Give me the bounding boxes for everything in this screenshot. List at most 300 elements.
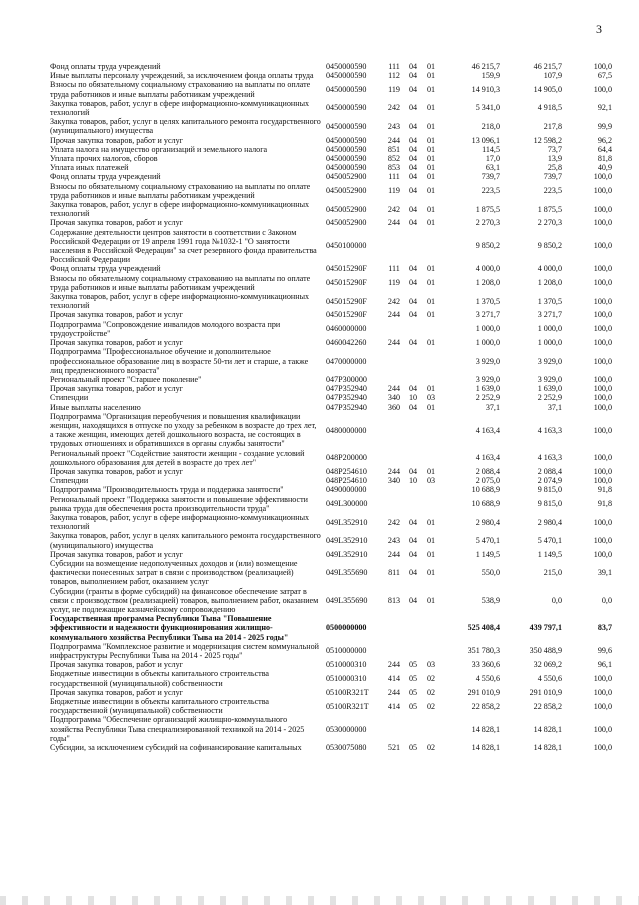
row-code: 047P352940 bbox=[326, 384, 367, 394]
row-subsection: 02 bbox=[426, 674, 436, 683]
row-executed: 4 550,6 bbox=[537, 674, 562, 683]
row-code: 0460042260 bbox=[326, 338, 367, 348]
table-row bbox=[48, 163, 614, 172]
row-subsection bbox=[422, 375, 440, 384]
row-expense-type: 111 bbox=[388, 264, 400, 274]
row-subsection: 03 bbox=[426, 476, 436, 486]
row-name: Уплата иных платежей bbox=[50, 163, 129, 173]
row-expense-type: 244 bbox=[387, 549, 401, 559]
row-code: 0450052900 bbox=[326, 218, 367, 228]
row-section: 04 bbox=[408, 103, 418, 113]
row-expense-type: 242 bbox=[387, 517, 401, 527]
row-name: Стипендии bbox=[50, 393, 89, 403]
row-expense-type bbox=[384, 375, 404, 384]
row-name: Прочая закупка товаров, работ и услуг bbox=[50, 338, 183, 348]
row-executed: 14 905,0 bbox=[533, 85, 562, 94]
row-planned: 159,9 bbox=[481, 71, 500, 81]
row-executed: 2 980,4 bbox=[537, 517, 562, 527]
row-code: 0480000000 bbox=[326, 425, 367, 435]
row-percent: 100,0 bbox=[593, 549, 612, 559]
row-code: 049L352910 bbox=[326, 535, 368, 545]
row-section: 04 bbox=[408, 338, 418, 348]
row-expense-type: 244 bbox=[387, 135, 401, 145]
row-name: Подпрограмма "Обеспечение организаций жилищно-коммунального хозяйства Республики Тыва специализированной техникой на 2014 - 2025 годы" bbox=[50, 715, 305, 743]
row-planned: 1 208,0 bbox=[475, 278, 500, 288]
row-planned: 1 000,0 bbox=[475, 324, 500, 334]
table-row bbox=[48, 642, 614, 660]
row-section: 04 bbox=[408, 163, 418, 173]
row-executed: 13,9 bbox=[547, 154, 562, 164]
row-planned: 3 929,0 bbox=[475, 374, 500, 384]
row-expense-type: 851 bbox=[387, 144, 401, 154]
row-section bbox=[404, 320, 422, 338]
table-row bbox=[48, 697, 614, 715]
row-subsection: 01 bbox=[426, 71, 436, 81]
row-subsection: 01 bbox=[426, 85, 436, 94]
row-subsection: 01 bbox=[426, 264, 436, 274]
row-percent: 100,0 bbox=[593, 701, 612, 711]
row-executed: 215,0 bbox=[543, 568, 562, 578]
row-section: 04 bbox=[408, 154, 418, 164]
row-planned: 2 270,3 bbox=[475, 218, 500, 228]
row-expense-type: 242 bbox=[387, 296, 401, 306]
row-planned: 4 550,6 bbox=[475, 674, 500, 683]
row-name: Прочая закупка товаров, работ и услуг bbox=[50, 660, 183, 670]
row-percent: 92,1 bbox=[597, 103, 612, 113]
table-row bbox=[48, 660, 614, 669]
row-planned: 3 271,7 bbox=[475, 310, 500, 320]
row-section: 04 bbox=[408, 310, 418, 320]
table-row bbox=[48, 531, 614, 549]
row-planned: 2 075,0 bbox=[475, 476, 500, 486]
table-row bbox=[48, 264, 614, 273]
table-row bbox=[48, 62, 614, 71]
row-code: 049L300000 bbox=[326, 499, 368, 509]
row-executed: 4 163,3 bbox=[537, 453, 562, 463]
row-executed: 1 208,0 bbox=[537, 278, 562, 288]
row-planned: 223,5 bbox=[481, 186, 500, 196]
row-executed: 223,5 bbox=[543, 186, 562, 196]
row-code: 0450052900 bbox=[326, 186, 367, 196]
row-code: 0490000000 bbox=[326, 485, 367, 495]
row-percent: 91,8 bbox=[597, 485, 612, 495]
row-percent: 100,0 bbox=[593, 356, 612, 366]
row-code: 048P254610 bbox=[326, 476, 367, 486]
row-name: Фонд оплаты труда учреждений bbox=[50, 172, 161, 182]
row-subsection: 01 bbox=[426, 186, 436, 196]
row-name: Прочая закупка товаров, работ и услуг bbox=[50, 687, 183, 697]
row-percent: 100,0 bbox=[593, 338, 612, 348]
row-code: 049L355690 bbox=[326, 568, 368, 578]
row-percent: 39,1 bbox=[597, 568, 612, 578]
row-subsection: 01 bbox=[426, 62, 436, 71]
row-planned: 13 096,1 bbox=[471, 135, 500, 145]
row-percent: 100,0 bbox=[593, 186, 612, 196]
row-section bbox=[404, 495, 422, 513]
table-row bbox=[48, 559, 614, 587]
row-name: Государственная программа Республики Тыва "Повышение эффективности и надежности функционирования жилищно-коммунального хозяйства Республики Тыва на 2014 - 2025 годы" bbox=[50, 614, 289, 642]
row-code: 0450052900 bbox=[326, 204, 367, 214]
row-planned: 5 470,1 bbox=[475, 535, 500, 545]
row-subsection: 01 bbox=[426, 402, 436, 412]
row-subsection: 01 bbox=[426, 549, 436, 559]
row-code: 0450000590 bbox=[326, 154, 367, 164]
row-name: Уплата налога на имущество организаций и земельного налога bbox=[50, 144, 268, 154]
row-percent: 100,0 bbox=[593, 85, 612, 94]
row-planned: 17,0 bbox=[485, 154, 500, 164]
row-percent: 83,7 bbox=[597, 623, 612, 633]
row-section: 04 bbox=[408, 466, 418, 476]
row-section: 05 bbox=[408, 743, 418, 753]
table-row bbox=[48, 117, 614, 135]
row-executed: 5 470,1 bbox=[537, 535, 562, 545]
row-executed: 107,9 bbox=[543, 71, 562, 81]
row-code: 047P352940 bbox=[326, 402, 367, 412]
row-code: 0450000590 bbox=[326, 71, 367, 81]
row-planned: 4 163,4 bbox=[475, 453, 500, 463]
row-section: 05 bbox=[408, 687, 418, 697]
table-row bbox=[48, 449, 614, 467]
row-code: 0450000590 bbox=[326, 85, 367, 94]
row-subsection: 01 bbox=[426, 144, 436, 154]
row-planned: 14 910,3 bbox=[471, 85, 500, 94]
row-section: 04 bbox=[408, 568, 418, 578]
row-subsection: 01 bbox=[426, 384, 436, 394]
row-expense-type bbox=[384, 347, 404, 375]
row-percent: 99,9 bbox=[597, 121, 612, 131]
row-code: 05100R321T bbox=[326, 701, 369, 711]
row-planned: 10 688,9 bbox=[471, 485, 500, 495]
row-planned: 5 341,0 bbox=[475, 103, 500, 113]
row-subsection bbox=[422, 228, 440, 265]
row-name: Взносы по обязательному социальному страхованию на выплаты по оплате труда работников и иные выплаты работникам учреждений bbox=[50, 273, 311, 292]
row-name: Региональный проект "Старшее поколение" bbox=[50, 374, 202, 384]
row-name: Прочая закупка товаров, работ и услуг bbox=[50, 310, 183, 320]
row-section: 05 bbox=[408, 674, 418, 683]
row-name: Уплата прочих налогов, сборов bbox=[50, 154, 158, 164]
row-percent: 100,0 bbox=[593, 296, 612, 306]
table-row bbox=[48, 172, 614, 181]
row-subsection: 01 bbox=[426, 310, 436, 320]
row-expense-type bbox=[384, 485, 404, 494]
row-percent: 100,0 bbox=[593, 393, 612, 403]
row-executed: 3 271,7 bbox=[537, 310, 562, 320]
table-row bbox=[48, 71, 614, 80]
row-subsection: 01 bbox=[426, 296, 436, 306]
row-name: Подпрограмма "Профессиональное обучение и дополнительное профессиональное образование лиц в возрасте 50-ти лет и старше, а также лиц предпенсионного возраста" bbox=[50, 347, 309, 375]
row-executed: 1 000,0 bbox=[537, 324, 562, 334]
row-expense-type: 340 bbox=[387, 393, 401, 403]
table-row bbox=[48, 80, 614, 98]
row-subsection: 01 bbox=[426, 517, 436, 527]
row-planned: 1 000,0 bbox=[475, 338, 500, 348]
row-expense-type bbox=[384, 449, 404, 467]
row-subsection: 01 bbox=[426, 163, 436, 173]
row-code: 049L352910 bbox=[326, 517, 368, 527]
row-percent: 100,0 bbox=[593, 453, 612, 463]
row-section: 04 bbox=[408, 121, 418, 131]
row-percent: 96,1 bbox=[597, 660, 612, 670]
row-executed: 73,7 bbox=[547, 144, 562, 154]
row-planned: 1 149,5 bbox=[475, 549, 500, 559]
row-code: 049L355690 bbox=[326, 595, 368, 605]
table-row bbox=[48, 310, 614, 319]
row-expense-type: 119 bbox=[388, 186, 400, 196]
row-percent: 100,0 bbox=[593, 264, 612, 274]
row-section: 04 bbox=[408, 402, 418, 412]
row-percent: 100,0 bbox=[593, 172, 612, 182]
row-name: Субсидии (гранты в форме субсидий) на финансовое обеспечение затрат в связи с производством (реализацией) товаров, выполнением работ, оказанием услуг, не подлежащие казначейскому сопровождению bbox=[50, 586, 319, 614]
row-code: 0510000310 bbox=[326, 660, 367, 670]
row-subsection: 01 bbox=[426, 172, 436, 182]
row-section: 04 bbox=[408, 186, 418, 196]
row-name: Бюджетные инвестиции в объекты капитального строительства государственной (муниципальной) собственности bbox=[50, 669, 270, 688]
row-name: Иные выплаты персоналу учреждений, за исключением фонда оплаты труда bbox=[50, 71, 314, 81]
row-name: Подпрограмма "Производительность труда и поддержка занятости" bbox=[50, 485, 284, 495]
row-executed: 3 929,0 bbox=[537, 374, 562, 384]
row-name: Региональный проект "Содействие занятости женщин - создание условий дошкольного образования для детей в возрасте до трех лет" bbox=[50, 448, 305, 467]
table-row bbox=[48, 182, 614, 200]
row-name: Подпрограмма "Комплексное развитие и модернизация систем коммунальной инфраструктуры Республики Тыва на 2014 - 2025 годы" bbox=[50, 641, 319, 660]
row-percent: 100,0 bbox=[593, 425, 612, 435]
row-expense-type: 852 bbox=[387, 154, 401, 164]
row-planned: 2 088,4 bbox=[475, 466, 500, 476]
table-row bbox=[48, 136, 614, 145]
row-executed: 739,7 bbox=[543, 172, 562, 182]
row-name: Иные выплаты населению bbox=[50, 402, 141, 412]
row-subsection bbox=[422, 495, 440, 513]
row-percent: 100,0 bbox=[593, 724, 612, 734]
row-subsection bbox=[422, 449, 440, 467]
row-section: 04 bbox=[408, 517, 418, 527]
row-planned: 291 010,9 bbox=[467, 687, 500, 697]
row-executed: 2 088,4 bbox=[537, 466, 562, 476]
row-percent: 40,9 bbox=[597, 163, 612, 173]
table-row bbox=[48, 145, 614, 154]
row-expense-type: 242 bbox=[387, 204, 401, 214]
table-row bbox=[48, 375, 614, 384]
row-subsection: 01 bbox=[426, 568, 436, 578]
row-code: 048P254610 bbox=[326, 466, 367, 476]
row-code: 0450000590 bbox=[326, 163, 367, 173]
row-percent: 91,8 bbox=[597, 499, 612, 509]
row-section: 04 bbox=[408, 62, 418, 71]
row-percent: 100,0 bbox=[593, 241, 612, 251]
row-planned: 3 929,0 bbox=[475, 356, 500, 366]
row-subsection: 03 bbox=[426, 660, 436, 670]
budget-execution-table bbox=[48, 62, 614, 752]
row-subsection bbox=[422, 715, 440, 743]
row-planned: 14 828,1 bbox=[471, 743, 500, 753]
row-code: 0450000590 bbox=[326, 144, 367, 154]
row-expense-type: 112 bbox=[388, 71, 400, 81]
row-percent: 100,0 bbox=[593, 476, 612, 486]
row-percent: 100,0 bbox=[593, 466, 612, 476]
row-executed: 1 149,5 bbox=[537, 549, 562, 559]
table-row bbox=[48, 274, 614, 292]
row-expense-type: 243 bbox=[387, 121, 401, 131]
row-expense-type: 244 bbox=[387, 687, 401, 697]
row-executed: 2 270,3 bbox=[537, 218, 562, 228]
table-row bbox=[48, 338, 614, 347]
row-percent: 96,2 bbox=[597, 135, 612, 145]
row-name: Прочая закупка товаров, работ и услуг bbox=[50, 218, 183, 228]
row-expense-type bbox=[384, 715, 404, 743]
row-percent: 100,0 bbox=[593, 324, 612, 334]
row-subsection bbox=[422, 614, 440, 642]
row-planned: 63,1 bbox=[485, 163, 500, 173]
row-percent: 100,0 bbox=[593, 310, 612, 320]
row-code: 0450000590 bbox=[326, 62, 367, 71]
table-row bbox=[48, 467, 614, 476]
row-name: Субсидии на возмещение недополученных доходов и (или) возмещение фактически понесенных затрат в связи с производством (реализацией) товаров, выполнением работ, оказанием услуг bbox=[50, 558, 298, 587]
row-expense-type: 242 bbox=[387, 103, 401, 113]
row-planned: 538,9 bbox=[481, 595, 500, 605]
row-subsection: 01 bbox=[426, 595, 436, 605]
row-percent: 100,0 bbox=[593, 743, 612, 753]
row-section: 04 bbox=[408, 218, 418, 228]
row-planned: 2 252,9 bbox=[475, 393, 500, 403]
row-section: 04 bbox=[408, 264, 418, 274]
row-section: 05 bbox=[408, 701, 418, 711]
row-percent: 100,0 bbox=[593, 218, 612, 228]
row-executed: 46 215,7 bbox=[533, 62, 562, 71]
row-expense-type: 414 bbox=[387, 701, 401, 711]
row-executed: 350 488,9 bbox=[529, 646, 562, 656]
row-subsection: 02 bbox=[426, 687, 436, 697]
row-name: Региональный проект "Поддержка занятости и повышение эффективности рынка труда для обеспечения роста производительности труда" bbox=[50, 494, 309, 513]
row-section: 04 bbox=[408, 384, 418, 394]
row-code: 047P300000 bbox=[326, 374, 367, 384]
row-expense-type: 244 bbox=[387, 338, 401, 348]
row-planned: 33 360,6 bbox=[471, 660, 500, 670]
row-section bbox=[404, 449, 422, 467]
row-name: Подпрограмма "Сопровождение инвалидов молодого возраста при трудоустройстве" bbox=[50, 319, 281, 338]
row-expense-type: 244 bbox=[387, 660, 401, 670]
row-code: 0450100000 bbox=[326, 241, 367, 251]
row-section: 04 bbox=[408, 144, 418, 154]
row-code: 045015290F bbox=[326, 296, 367, 306]
table-row bbox=[48, 228, 614, 265]
row-subsection: 01 bbox=[426, 218, 436, 228]
table-row bbox=[48, 99, 614, 117]
row-percent: 100,0 bbox=[593, 687, 612, 697]
row-expense-type: 244 bbox=[387, 310, 401, 320]
row-name: Закупка товаров, работ, услуг в сфере информационно-коммуникационных технологий bbox=[50, 512, 310, 532]
row-executed: 3 929,0 bbox=[537, 356, 562, 366]
row-percent: 100,0 bbox=[593, 278, 612, 288]
row-section bbox=[404, 347, 422, 375]
row-name: Закупка товаров, работ, услуг в целях капитального ремонта государственного (муниципального) имущества bbox=[50, 117, 321, 136]
row-percent: 100,0 bbox=[593, 517, 612, 527]
row-subsection: 03 bbox=[426, 393, 436, 403]
row-code: 0510000310 bbox=[326, 674, 367, 683]
table-row bbox=[48, 669, 614, 687]
row-name: Закупка товаров, работ, услуг в целях капитального ремонта государственного (муниципального) имущества bbox=[50, 531, 321, 550]
row-planned: 218,0 bbox=[481, 121, 500, 131]
table-row bbox=[48, 550, 614, 559]
row-code: 0530000000 bbox=[326, 724, 367, 734]
row-code: 049L352910 bbox=[326, 549, 368, 559]
row-subsection bbox=[422, 320, 440, 338]
row-expense-type: 360 bbox=[387, 402, 401, 412]
table-row bbox=[48, 495, 614, 513]
row-code: 0470000000 bbox=[326, 356, 367, 366]
row-expense-type bbox=[384, 320, 404, 338]
table-row bbox=[48, 587, 614, 615]
row-name: Прочая закупка товаров, работ и услуг bbox=[50, 466, 183, 476]
row-expense-type: 119 bbox=[388, 278, 400, 288]
row-planned: 37,1 bbox=[485, 402, 500, 412]
row-executed: 291 010,9 bbox=[529, 687, 562, 697]
row-subsection: 01 bbox=[426, 204, 436, 214]
row-code: 0450000590 bbox=[326, 121, 367, 131]
row-expense-type: 853 bbox=[387, 163, 401, 173]
row-executed: 4 163,3 bbox=[537, 425, 562, 435]
row-code: 0450052900 bbox=[326, 172, 367, 182]
row-section bbox=[404, 485, 422, 494]
row-name: Субсидии, за исключением субсидий на софинансирование капитальных bbox=[50, 743, 302, 753]
table-row bbox=[48, 393, 614, 402]
row-section bbox=[404, 614, 422, 642]
row-code: 0500000000 bbox=[326, 623, 367, 633]
row-name: Взносы по обязательному социальному страхованию на выплаты по оплате труда работников и иные выплаты работникам учреждений bbox=[50, 181, 311, 200]
row-section: 04 bbox=[408, 535, 418, 545]
row-planned: 4 000,0 bbox=[475, 264, 500, 274]
row-name: Содержание деятельности центров занятости в соответствии с Законом Российской Федерации от 19 апреля 1991 года №1032-1 "О занятости населения в Российской Федерации" за счет резервного фонда правительства Российской Федерации bbox=[50, 227, 317, 265]
row-section: 04 bbox=[408, 595, 418, 605]
row-code: 0530075080 bbox=[326, 743, 367, 753]
row-percent: 81,8 bbox=[597, 154, 612, 164]
table-row bbox=[48, 715, 614, 743]
row-percent: 100,0 bbox=[593, 204, 612, 214]
row-expense-type: 243 bbox=[387, 535, 401, 545]
row-subsection: 02 bbox=[426, 743, 436, 753]
row-percent: 100,0 bbox=[593, 62, 612, 71]
table-row bbox=[48, 292, 614, 310]
row-name: Закупка товаров, работ, услуг в сфере информационно-коммуникационных технологий bbox=[50, 200, 310, 219]
row-executed: 12 598,2 bbox=[533, 135, 562, 145]
row-executed: 217,8 bbox=[543, 121, 562, 131]
row-planned: 22 858,2 bbox=[471, 701, 500, 711]
table-row bbox=[48, 403, 614, 412]
row-planned: 739,7 bbox=[481, 172, 500, 182]
row-executed: 9 815,0 bbox=[537, 499, 562, 509]
row-name: Закупка товаров, работ, услуг в сфере информационно-коммуникационных технологий bbox=[50, 292, 310, 311]
row-subsection bbox=[422, 642, 440, 660]
row-planned: 4 163,4 bbox=[475, 425, 500, 435]
row-section bbox=[404, 715, 422, 743]
row-executed: 1 875,5 bbox=[537, 204, 562, 214]
row-percent: 67,5 bbox=[597, 71, 612, 81]
row-name: Подпрограмма "Организация переобучения и повышения квалификации женщин, находящихся в отпуске по уходу за ребенком в возрасте до трех лет, а также женщин, имеющих детей дошкольного возраста, не состоящих в трудовых отношениях и обратившихся в органы службы занятости" bbox=[50, 411, 317, 449]
row-subsection: 01 bbox=[426, 338, 436, 348]
row-code: 0510000000 bbox=[326, 646, 367, 656]
table-row bbox=[48, 614, 614, 642]
table-row bbox=[48, 200, 614, 218]
row-code: 05100R321T bbox=[326, 687, 369, 697]
row-subsection: 01 bbox=[426, 154, 436, 164]
row-subsection bbox=[422, 485, 440, 494]
row-expense-type: 119 bbox=[388, 85, 400, 94]
row-percent: 100,0 bbox=[593, 374, 612, 384]
row-executed: 14 828,1 bbox=[533, 743, 562, 753]
row-name: Стипендии bbox=[50, 476, 89, 486]
row-name: Фонд оплаты труда учреждений bbox=[50, 264, 161, 274]
row-subsection: 01 bbox=[426, 466, 436, 476]
row-section: 04 bbox=[408, 204, 418, 214]
row-executed: 4 918,5 bbox=[537, 103, 562, 113]
